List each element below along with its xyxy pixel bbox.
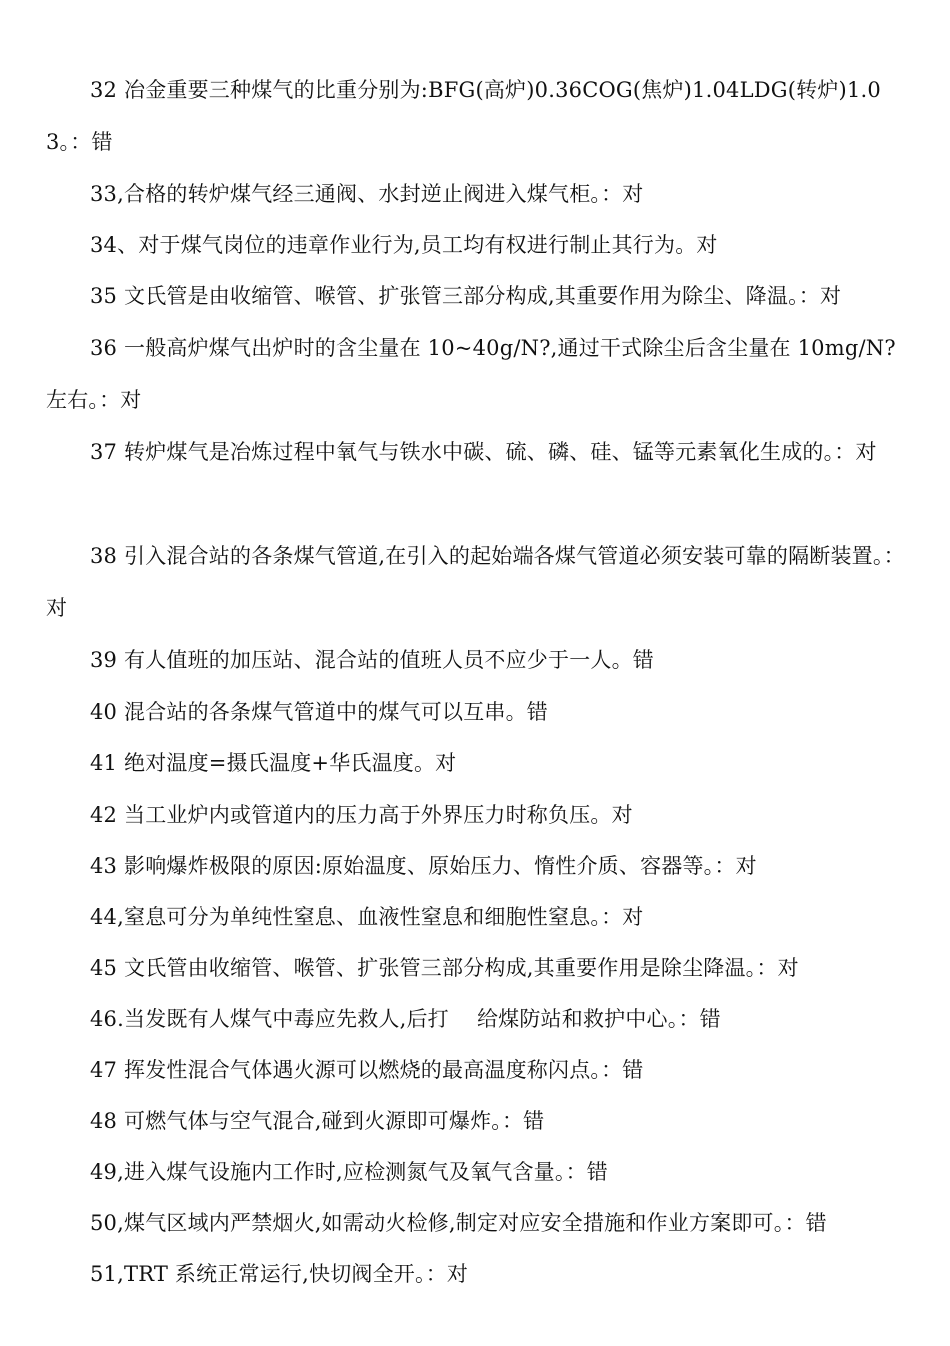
question-46: 46.当发既有人煤气中毒应先救人,后打 给煤防站和救护中心。：错 (90, 1007, 721, 1031)
question-33: 33,合格的转炉煤气经三通阀、水封逆止阀进入煤气柜。：对 (90, 182, 644, 206)
question-38: 38 引入混合站的各条煤气管道,在引入的起始端各煤气管道必须安装可靠的隔断装置。：对 (46, 544, 905, 620)
question-37: 37 转炉煤气是冶炼过程中氧气与铁水中碳、硫、磷、硅、锰等元素氧化生成的。：对 (90, 440, 877, 464)
question-40: 40 混合站的各条煤气管道中的煤气可以互串。错 (90, 700, 548, 724)
question-43: 43 影响爆炸极限的原因:原始温度、原始压力、惰性介质、容器等。：对 (90, 854, 757, 878)
question-39: 39 有人值班的加压站、混合站的值班人员不应少于一人。错 (90, 648, 654, 672)
question-34: 34、对于煤气岗位的违章作业行为,员工均有权进行制止其行为。对 (90, 233, 718, 257)
question-41: 41 绝对温度=摄氏温度+华氏温度。对 (90, 751, 457, 775)
question-51: 51,TRT 系统正常运行,快切阀全开。：对 (90, 1262, 469, 1286)
question-48: 48 可燃气体与空气混合,碰到火源即可爆炸。：错 (90, 1109, 545, 1133)
question-32: 32 冶金重要三种煤气的比重分别为:BFG(高炉)0.36COG(焦炉)1.04LDG(转炉)1.03。：错 (46, 78, 881, 154)
question-44: 44,窒息可分为单纯性窒息、血液性窒息和细胞性窒息。：对 (90, 905, 644, 929)
question-35: 35 文氏管是由收缩管、喉管、扩张管三部分构成,其重要作用为除尘、降温。：对 (90, 284, 842, 308)
question-47: 47 挥发性混合气体遇火源可以燃烧的最高温度称闪点。：错 (90, 1058, 644, 1082)
question-36: 36 一般高炉煤气出炉时的含尘量在 10~40g/N?,通过干式除尘后含尘量在 10mg/N?左右。：对 (46, 336, 896, 412)
question-45: 45 文氏管由收缩管、喉管、扩张管三部分构成,其重要作用是除尘降温。：对 (90, 956, 799, 980)
question-49: 49,进入煤气设施内工作时,应检测氮气及氧气含量。：错 (90, 1160, 608, 1184)
question-50: 50,煤气区域内严禁烟火,如需动火检修,制定对应安全措施和作业方案即可。：错 (90, 1211, 827, 1235)
question-42: 42 当工业炉内或管道内的压力高于外界压力时称负压。对 (90, 803, 633, 827)
